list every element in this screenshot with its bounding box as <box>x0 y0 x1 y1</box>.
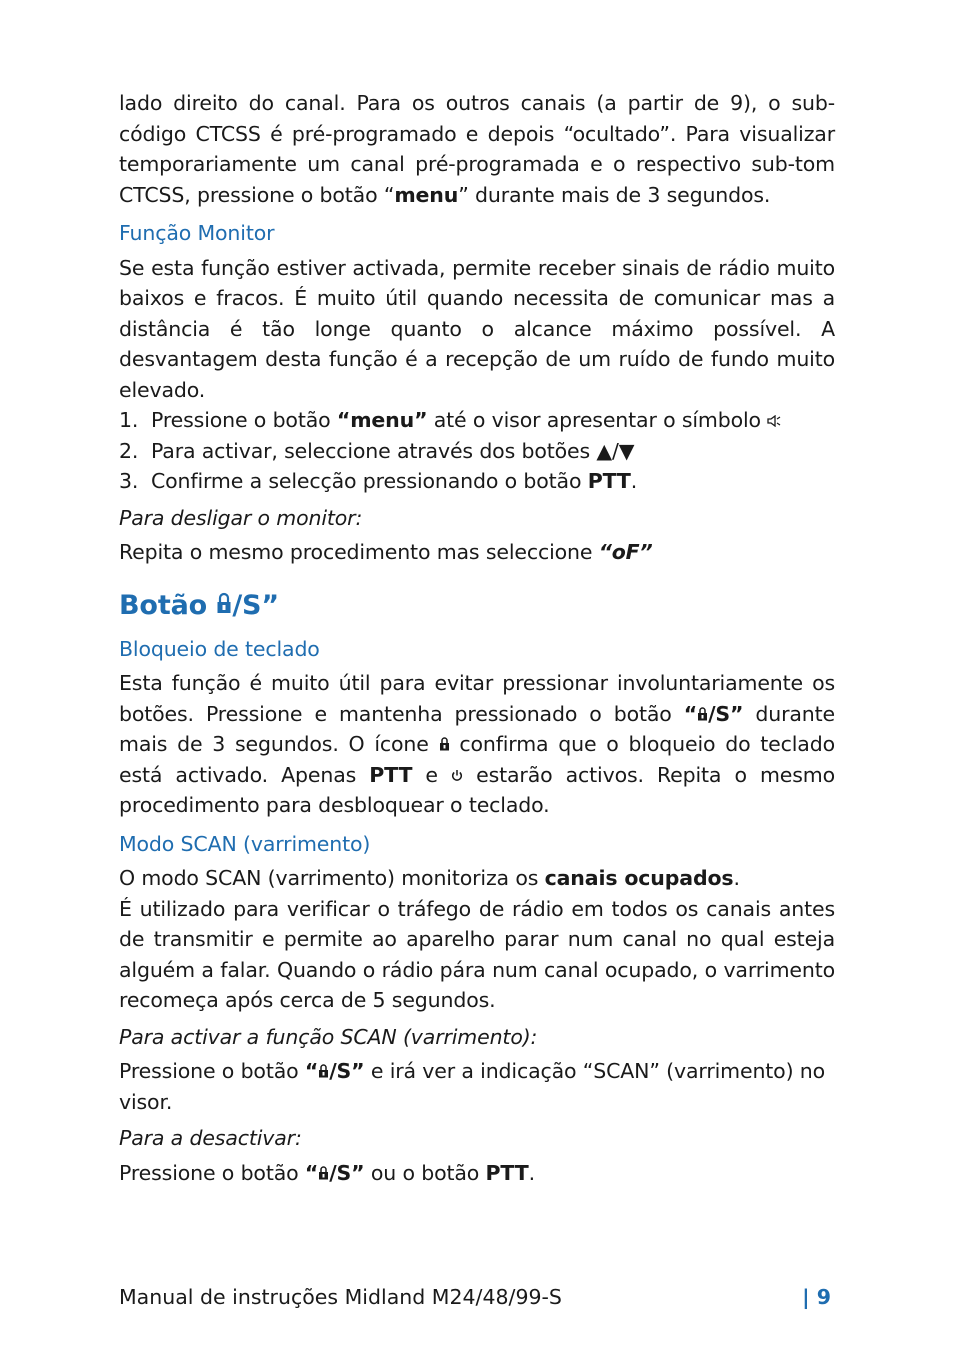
intro-text: lado direito do canal. Para os outros canais (a partir de 9), o sub-código CTCSS é pré-programado e depois “ocultado”. Para visualizar temporariamente um canal pré-programada e o respectivo sub-tom CTCSS, pressione o botão “ <box>119 91 835 207</box>
step-text-end: . <box>630 469 638 493</box>
lock-text: Esta função é muito útil para evitar pressionar involuntariamente os botões. Pressione e mantenha pressionado o botão <box>119 671 835 726</box>
intro-paragraph <box>119 88 835 210</box>
scan-off-text <box>119 1158 835 1189</box>
scan-button-label: /S” <box>329 1160 365 1185</box>
step-number: 2. <box>119 438 139 463</box>
scan-text: ou o botão <box>364 1160 486 1185</box>
lock-icon <box>318 1158 329 1189</box>
scan-heading: Modo SCAN (varrimento) <box>119 831 371 856</box>
step-text-end: até o visor apresentar o símbolo <box>427 408 768 432</box>
step-bold: PTT <box>587 469 631 493</box>
scan-line1 <box>119 863 835 894</box>
scan-text: . <box>733 866 740 890</box>
scan-bold: canais ocupados <box>544 866 734 890</box>
list-item <box>119 405 835 436</box>
monitor-body: Se esta função estiver activada, permite receber sinais de rádio muito baixos e fracos. É muito útil quando necessita de comunicar mas a distância é tão longe quanto o alcance máximo possível. A desvantagem desta função é a recepção de um ruído de fundo muito elevado. <box>119 255 835 402</box>
off-text: Repita o mesmo procedimento mas seleccione <box>119 540 599 564</box>
step-number: 3. <box>119 469 139 493</box>
section-title <box>119 588 835 624</box>
quote: “ <box>304 1059 319 1083</box>
page-footer <box>119 1282 835 1312</box>
step-text: Para activar, seleccione através dos botões <box>151 438 597 463</box>
intro-text-end: ” durante mais de 3 segundos. <box>458 182 771 207</box>
step-text: Confirme a selecção pressionando o botão <box>151 469 588 493</box>
lock-text: confirma que o bloqueio do teclado está activado. Apenas <box>119 732 835 787</box>
scan-text: O modo SCAN (varrimento) monitoriza os <box>119 866 545 890</box>
ptt-bold: PTT <box>485 1160 529 1185</box>
up-down-arrows-icon: ▲/▼ <box>596 438 635 463</box>
lock-heading: Bloqueio de teclado <box>119 636 320 661</box>
monitor-steps <box>119 405 835 497</box>
quote: “ <box>304 1160 319 1185</box>
lock-icon <box>697 699 708 730</box>
list-item <box>119 466 835 497</box>
monitor-off-text <box>119 537 835 568</box>
scan-off-label: Para a desactivar: <box>119 1126 302 1150</box>
intro-bold-menu: menu <box>394 182 459 207</box>
off-value: “oF” <box>598 540 653 564</box>
scan-button-label: /S” <box>329 1059 365 1083</box>
step-text: Pressione o botão <box>151 408 337 432</box>
lock-text: e <box>412 762 452 787</box>
lock-icon <box>439 729 450 760</box>
ptt-bold: PTT <box>369 762 413 787</box>
power-icon <box>451 760 463 791</box>
scan-body: É utilizado para verificar o tráfego de rádio em todos os canais antes de transmitir e permite ao aparelho parar num canal no qual esteja alguém a falar. Quando o rádio pára num canal ocupado, o varrimento recomeça após cerca de 5 segundos. <box>119 896 835 1012</box>
section-title-text: Botão <box>119 589 217 621</box>
lock-icon <box>216 588 232 624</box>
scan-text: Pressione o botão <box>119 1059 305 1083</box>
page-number: | 9 <box>802 1285 831 1309</box>
quote: “ <box>683 701 698 726</box>
lock-body <box>119 668 835 821</box>
monitor-off-label: Para desligar o monitor: <box>119 505 363 530</box>
scan-on-label: Para activar a função SCAN (varrimento): <box>119 1024 538 1049</box>
lock-button-label: /S” <box>708 701 744 726</box>
footer-title: Manual de instruções Midland M24/48/99-S <box>119 1285 562 1309</box>
step-number: 1. <box>119 408 139 432</box>
section-title-suffix: /S” <box>232 589 279 621</box>
scan-on-text <box>119 1056 835 1117</box>
list-item <box>119 436 835 467</box>
step-bold: “menu” <box>336 408 428 432</box>
scan-text: e irá ver a indicação “SCAN” (varrimento) no visor. <box>119 1059 826 1114</box>
scan-text: Pressione o botão <box>119 1160 305 1185</box>
monitor-speaker-icon <box>767 405 781 436</box>
page-content <box>119 88 835 1188</box>
lock-icon <box>318 1056 329 1087</box>
lock-text: estarão activos. Repita o mesmo procedimento para desbloquear o teclado. <box>119 762 836 817</box>
lock-text: durante mais de 3 segundos. O ícone <box>119 701 835 756</box>
scan-text: . <box>528 1160 535 1185</box>
monitor-heading: Função Monitor <box>119 221 275 245</box>
